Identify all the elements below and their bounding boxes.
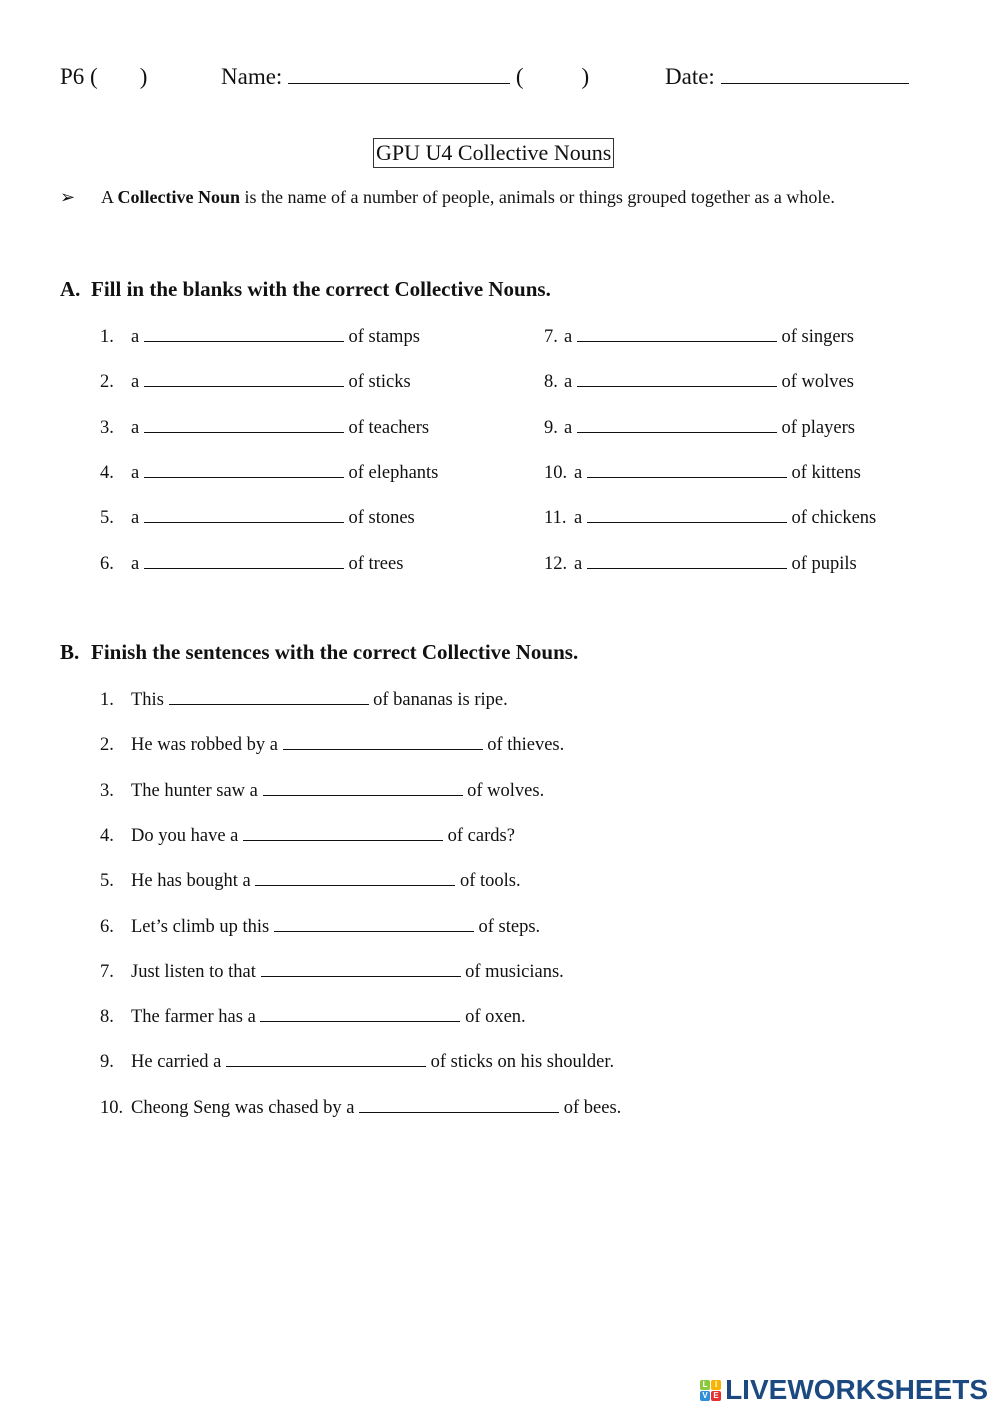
section-b-label: B. — [60, 640, 80, 664]
section-a-label: A. — [60, 277, 81, 301]
logo-letter-block: E — [711, 1391, 721, 1401]
item-prefix: a — [574, 462, 583, 483]
item-number: 12. — [544, 553, 568, 574]
item-number: 9. — [544, 417, 558, 438]
item-number: 9. — [100, 1052, 114, 1073]
item-suffix: of chickens — [791, 508, 877, 529]
item-number: 4. — [100, 825, 114, 846]
exercise-item — [544, 323, 854, 348]
item-number: 8. — [544, 372, 558, 393]
date-label: Date: — [665, 64, 715, 89]
definition-term: Collective Noun — [117, 187, 240, 207]
item-prefix: He was robbed by a — [131, 735, 278, 756]
exercise-item — [544, 550, 857, 575]
index-open: ( — [515, 64, 524, 89]
item-suffix: of bees. — [563, 1097, 622, 1118]
date-field — [665, 64, 909, 90]
item-number: 11. — [544, 508, 567, 529]
item-number: 2. — [100, 735, 114, 756]
item-suffix: of stones — [348, 508, 415, 529]
section-a-heading — [60, 277, 551, 302]
item-prefix: Just listen to that — [131, 961, 256, 982]
item-prefix: The hunter saw a — [131, 780, 258, 801]
exercise-item — [544, 459, 861, 484]
class-field — [60, 64, 147, 90]
exercise-item — [544, 368, 854, 393]
answer-blank[interactable] — [144, 414, 344, 433]
exercise-item — [100, 414, 429, 439]
answer-blank[interactable] — [261, 958, 461, 977]
item-prefix: a — [131, 553, 140, 574]
answer-blank[interactable] — [169, 686, 369, 705]
answer-blank[interactable] — [577, 323, 777, 342]
item-number: 6. — [100, 916, 114, 937]
item-number: 5. — [100, 508, 114, 529]
item-number: 7. — [100, 961, 114, 982]
item-suffix: of kittens — [791, 462, 861, 483]
name-field — [221, 64, 589, 90]
answer-blank[interactable] — [144, 459, 344, 478]
item-number: 10. — [544, 462, 568, 483]
item-suffix: of trees — [348, 553, 404, 574]
answer-blank[interactable] — [577, 414, 777, 433]
item-suffix: of wolves. — [467, 780, 545, 801]
item-number: 1. — [100, 690, 114, 710]
exercise-item — [100, 731, 564, 756]
item-number: 4. — [100, 462, 114, 483]
answer-blank[interactable] — [587, 459, 787, 478]
item-prefix: The farmer has a — [131, 1007, 256, 1028]
exercise-item — [100, 913, 540, 938]
answer-blank[interactable] — [243, 822, 443, 841]
item-suffix: of oxen. — [465, 1007, 526, 1028]
item-prefix: a — [574, 553, 583, 574]
definition — [60, 187, 835, 208]
exercise-item — [100, 958, 564, 983]
logo-text: LIVEWORKSHEETS — [725, 1374, 988, 1405]
item-prefix: a — [564, 372, 573, 393]
answer-blank[interactable] — [359, 1094, 559, 1113]
answer-blank[interactable] — [144, 504, 344, 523]
item-suffix: of sticks — [348, 372, 411, 393]
item-suffix: of musicians. — [465, 961, 564, 982]
liveworksheets-logo — [700, 1374, 988, 1406]
answer-blank[interactable] — [263, 777, 463, 796]
answer-blank[interactable] — [144, 323, 344, 342]
item-number: 7. — [544, 327, 558, 347]
item-suffix: of steps. — [478, 916, 541, 937]
arrow-bullet-icon: ➢ — [60, 187, 76, 207]
exercise-item — [100, 777, 544, 802]
answer-blank[interactable] — [255, 867, 455, 886]
class-label: P6 ( — [60, 64, 98, 89]
item-prefix: a — [564, 327, 573, 347]
item-prefix: a — [131, 372, 140, 393]
item-number: 5. — [100, 871, 114, 892]
item-suffix: of singers — [781, 327, 854, 347]
name-label: Name: — [221, 64, 283, 89]
exercise-item — [544, 504, 876, 529]
class-close: ) — [139, 64, 148, 89]
answer-blank[interactable] — [587, 504, 787, 523]
item-number: 1. — [100, 327, 114, 347]
item-number: 8. — [100, 1007, 114, 1028]
item-suffix: of sticks on his shoulder. — [430, 1052, 615, 1073]
exercise-item — [100, 867, 521, 892]
section-b-title: Finish the sentences with the correct Collective Nouns. — [91, 640, 579, 664]
answer-blank[interactable] — [587, 550, 787, 569]
exercise-item — [544, 414, 855, 439]
exercise-item — [100, 459, 438, 484]
item-suffix: of players — [781, 417, 855, 438]
item-suffix: of elephants — [348, 462, 439, 483]
item-prefix: a — [564, 417, 573, 438]
exercise-item — [100, 504, 415, 529]
item-suffix: of tools. — [459, 871, 521, 892]
item-suffix: of teachers — [348, 417, 430, 438]
item-prefix: Cheong Seng was chased by a — [131, 1097, 355, 1118]
answer-blank[interactable] — [144, 550, 344, 569]
item-suffix: of wolves — [781, 372, 854, 393]
item-suffix: of pupils — [791, 553, 857, 574]
name-blank[interactable] — [288, 65, 510, 84]
item-suffix: of bananas is ripe. — [373, 690, 508, 710]
date-blank[interactable] — [721, 65, 909, 84]
exercise-item — [100, 822, 515, 847]
index-close: ) — [581, 64, 590, 89]
item-number: 3. — [100, 780, 114, 801]
item-prefix: He carried a — [131, 1052, 222, 1073]
page-title: GPU U4 Collective Nouns — [373, 138, 614, 168]
item-suffix: of stamps — [348, 327, 420, 347]
item-number: 2. — [100, 372, 114, 393]
item-prefix: a — [131, 508, 140, 529]
logo-letter-block: V — [700, 1391, 710, 1401]
exercise-item — [100, 1048, 614, 1073]
item-prefix: Let’s climb up this — [131, 916, 270, 937]
item-prefix: This — [131, 690, 164, 710]
item-suffix: of thieves. — [487, 735, 565, 756]
item-number: 6. — [100, 553, 114, 574]
answer-blank[interactable] — [260, 1003, 460, 1022]
answer-blank[interactable] — [226, 1048, 426, 1067]
live-blocks-icon — [700, 1380, 721, 1401]
answer-blank[interactable] — [283, 731, 483, 750]
item-number: 10. — [100, 1097, 124, 1118]
answer-blank[interactable] — [577, 368, 777, 387]
answer-blank[interactable] — [144, 368, 344, 387]
item-prefix: a — [574, 508, 583, 529]
item-prefix: a — [131, 327, 140, 347]
exercise-item — [100, 686, 508, 711]
exercise-item — [100, 368, 411, 393]
exercise-item — [100, 550, 403, 575]
logo-letter-block: I — [711, 1380, 721, 1390]
exercise-item — [100, 1003, 526, 1028]
section-a-title: Fill in the blanks with the correct Collective Nouns. — [91, 277, 551, 301]
exercise-item — [100, 323, 420, 348]
item-prefix: He has bought a — [131, 871, 251, 892]
item-number: 3. — [100, 417, 114, 438]
item-prefix: a — [131, 462, 140, 483]
exercise-item — [100, 1094, 621, 1119]
definition-text: is the name of a number of people, animals or things grouped together as a whole. — [244, 187, 835, 207]
item-prefix: Do you have a — [131, 825, 239, 846]
answer-blank[interactable] — [274, 913, 474, 932]
item-suffix: of cards? — [447, 825, 515, 846]
item-prefix: a — [131, 417, 140, 438]
section-b-heading — [60, 640, 578, 665]
logo-letter-block: L — [700, 1380, 710, 1390]
definition-prefix: A — [101, 187, 114, 207]
